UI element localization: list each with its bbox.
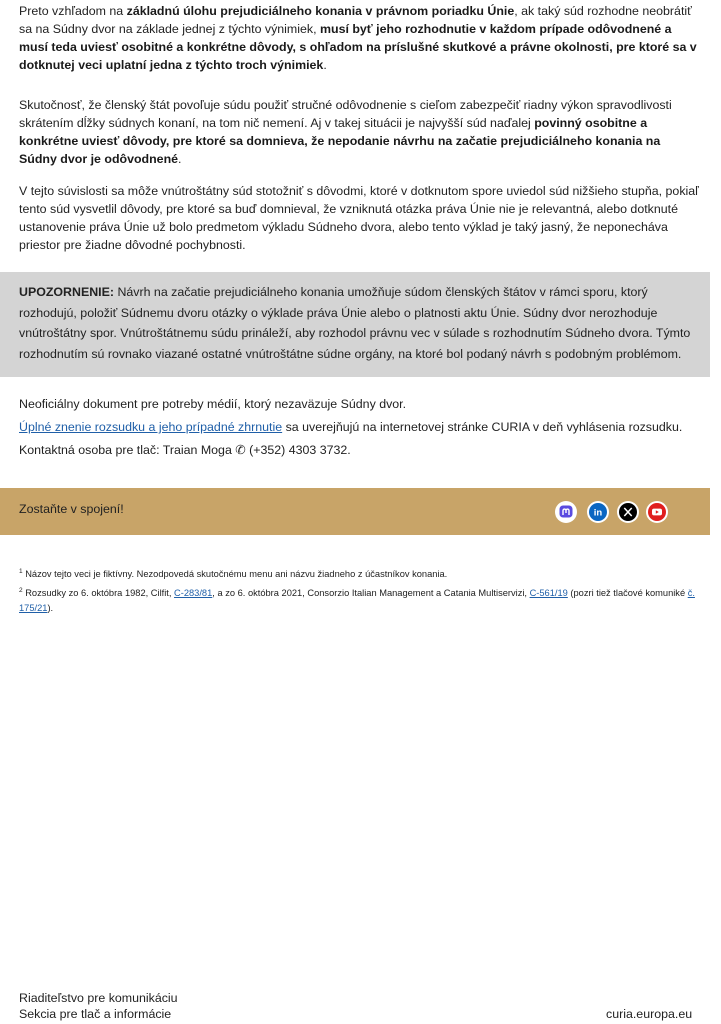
full-text-note — [19, 418, 699, 436]
notice-body: Návrh na začatie prejudiciálneho konania umožňuje súdom členských štátov v rámci sporu, ktorý rozhodujú, položiť Súdnemu dvoru otázky o výklade práva Únie alebo o platnosti aktu Únie. Súdny dvor nerozhoduje vnútroštátny spor. Vnútroštátnemu súdu prináleží, aby rozhodol právnu vec v súlade s rozhodnutím Súdneho dvora. Týmto rozhodnutím sú rovnako viazané ostatné vnútroštátne súdne orgány, na ktoré bol podaný návrh s podobným problémom. — [19, 285, 691, 361]
press-contact-label: Kontaktná osoba pre tlač: Traian Moga — [19, 443, 236, 457]
case-link-c-283-81[interactable]: C-283/81 — [174, 588, 213, 598]
unofficial-document-note: Neoficiálny dokument pre potreby médií, ktorý nezaväzuje Súdny dvor. — [19, 397, 407, 411]
footnote-2-text-2: , a zo 6. októbra 2021, Consorzio Italian Management a Catania Multiservizi, — [212, 588, 530, 598]
p2-text-1: Skutočnosť, že členský štát povoľuje súdu použiť stručné odôvodnenie s cieľom zabezpečiť riadny výkon spravodlivosti skrátením dĺžky súdnych konaní, na tom nič nemení. Aj v takej situácii je najvyšší súd naďalej — [19, 98, 672, 130]
paragraph-exceptions-reasoning — [19, 2, 699, 74]
footnote-2-text-1: Rozsudky zo 6. októbra 1982, Cilfit, — [22, 588, 175, 598]
press-contact — [19, 441, 699, 459]
footnote-1-text: Názov tejto veci je fiktívny. Nezodpovedá skutočnému menu ani názvu žiadneho z účastníkov konania. — [22, 569, 448, 579]
footnote-1-number: 1 — [19, 567, 23, 575]
footer-website: curia.europa.eu — [606, 1007, 693, 1021]
footnote-2-number: 2 — [19, 586, 23, 594]
case-link-c-561-19[interactable]: C-561/19 — [529, 588, 568, 598]
footnote-1 — [19, 567, 699, 582]
footer-directorate: Riaditeľstvo pre komunikáciu — [19, 991, 178, 1005]
svg-text:in: in — [593, 507, 603, 519]
footnote-2-text-4: ). — [47, 603, 54, 613]
notice-box — [0, 272, 710, 377]
mastodon-icon[interactable] — [555, 501, 577, 523]
p2-bold-1: povinný osobitne a konkrétne uviesť dôvody, pre ktoré sa domnieva, že nepodanie návrhu na začatie prejudiciálneho konania na Súdny dvor je odôvodnené — [19, 116, 661, 166]
linkedin-icon[interactable] — [587, 501, 609, 523]
p1-text-3: . — [323, 58, 327, 72]
notice-text — [19, 282, 695, 364]
p1-bold-1: základnú úlohu prejudiciálneho konania v právnom poriadku Únie — [126, 4, 515, 18]
notice-label: UPOZORNENIE: — [19, 285, 114, 299]
footer-press-unit: Sekcia pre tlač a informácie — [19, 1007, 172, 1021]
phone-icon: ✆ — [235, 443, 246, 457]
full-text-note-rest: sa uverejňujú na internetovej stránke CURIA v deň vyhlásenia rozsudku. — [282, 420, 683, 434]
p2-text-2: . — [178, 152, 182, 166]
footnote-2 — [19, 586, 699, 616]
x-icon[interactable] — [617, 501, 639, 523]
press-release-link-175-21[interactable]: č. 175/21 — [19, 588, 695, 613]
footnote-2-text-3: (pozri tiež tlačové komuniké — [567, 588, 688, 598]
p1-bold-2: musí byť jeho rozhodnutie v každom prípade odôvodnené a musí teda uviesť osobitné a konkrétne dôvody, s ohľadom na príslušné skutkové a právne okolnosti, pre ktoré sa v dotknutej veci uplatní jedna z týchto troch výnimiek — [19, 22, 697, 72]
stay-connected-label: Zostaňte v spojení! — [19, 502, 124, 516]
p1-text-2: , ak taký súd rozhodne neobrátiť sa na Súdny dvor na základe jednej z týchto výnimiek, — [19, 4, 692, 36]
youtube-icon[interactable] — [646, 501, 668, 523]
full-text-link[interactable]: Úplné znenie rozsudku a jeho prípadné zhrnutie — [19, 420, 283, 434]
footer-department — [19, 990, 178, 1022]
p1-text-1: Preto vzhľadom na — [19, 4, 127, 18]
stay-connected-bar — [0, 488, 710, 535]
paragraph-brief-reasoning — [19, 96, 699, 168]
paragraph-lower-court-reasons: V tejto súvislosti sa môže vnútroštátny súd stotožniť s dôvodmi, ktoré v dotknutom spore uviedol súd nižšieho stupňa, pokiaľ tento súd vysvetlil dôvody, pre ktoré sa buď domnieval, že vzniknutá otázka práva Únie nie je relevantná, alebo dotknuté ustanovenie práva Únie už bolo predmetom výkladu Súdneho dvora, alebo tento výklad je taký jasný, že neponecháva priestor pre žiadne dôvodné pochybnosti. — [19, 184, 699, 252]
press-contact-phone: (+352) 4303 3732. — [245, 443, 351, 457]
